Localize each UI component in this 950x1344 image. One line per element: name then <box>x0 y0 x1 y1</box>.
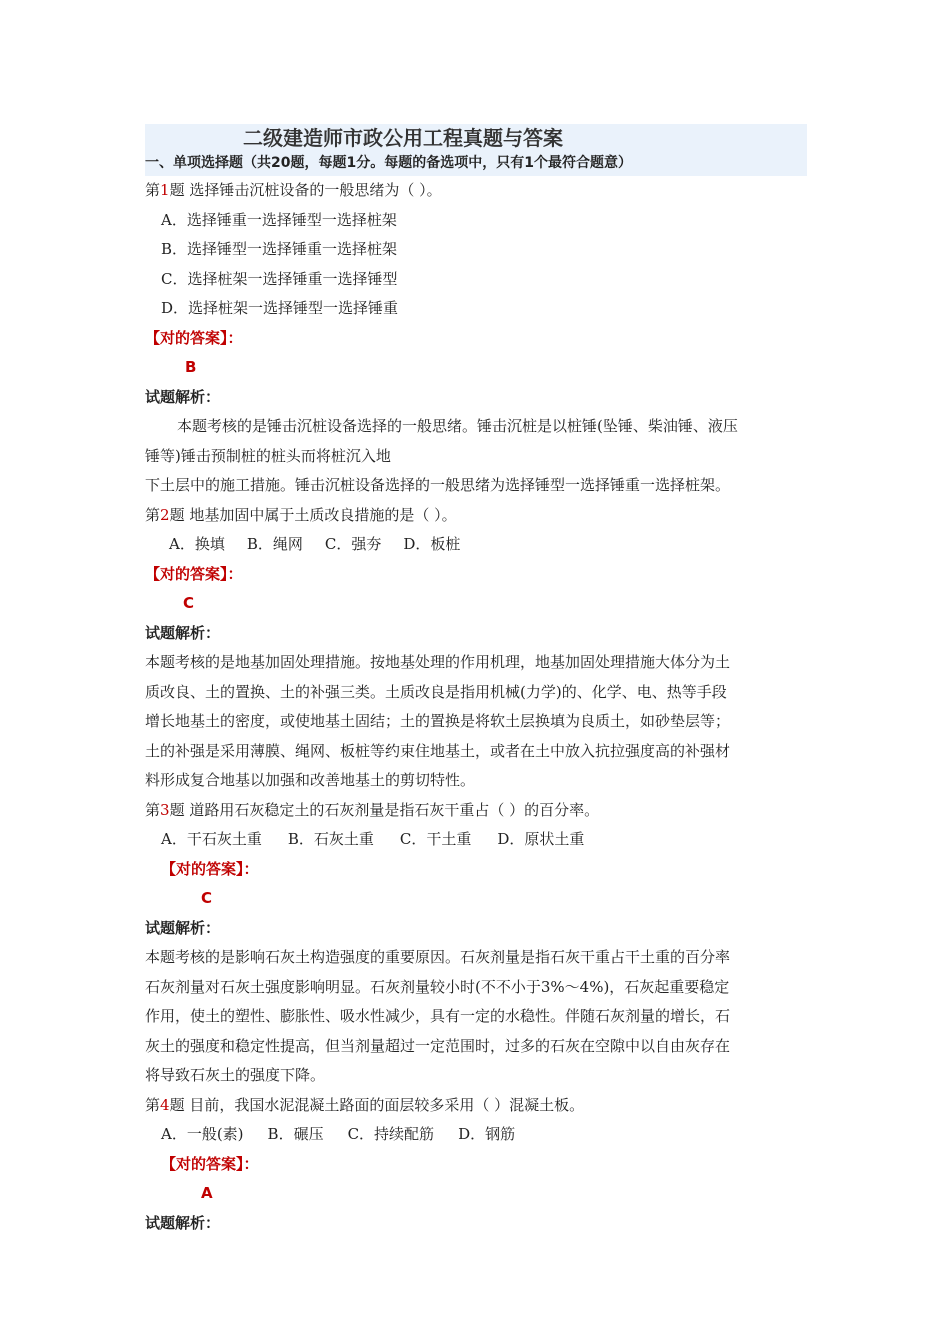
answer-value: C <box>183 594 195 612</box>
options-row <box>145 530 807 560</box>
analysis-line: 土的补强是采用薄膜、绳网、板桩等约束住地基土，或者在土中放入抗拉强度高的补强材 <box>145 741 731 760</box>
question-number: 2 <box>160 505 170 524</box>
question-text: 题 道路用石灰稳定土的石灰剂量是指石灰干重占（ ）的百分率。 <box>169 800 600 819</box>
question-number: 4 <box>160 1095 170 1114</box>
options-row <box>145 1120 807 1150</box>
question-number: 1 <box>160 181 170 199</box>
option-b: B．选择锤型一选择锤重一选择桩架 <box>161 240 398 258</box>
analysis-line: 下土层中的施工措施。锤击沉桩设备选择的一般思绪为选择锤型一选择锤重一选择桩架。 <box>145 476 731 494</box>
analysis-text <box>145 943 807 1091</box>
question-prefix: 第 <box>145 800 161 819</box>
analysis-label: 试题解析： <box>145 387 221 406</box>
header-band <box>145 124 807 176</box>
option-b: B．碾压 <box>267 1125 324 1143</box>
question-prefix: 第 <box>145 181 161 199</box>
option-b: B．石灰土重 <box>287 830 374 848</box>
question-2 <box>145 501 807 531</box>
answer-label: 【对的答案】： <box>145 564 243 583</box>
option-d: D．钢筋 <box>458 1125 516 1143</box>
option-b: B．绳网 <box>246 535 303 553</box>
analysis-line: 将导致石灰土的强度下降。 <box>145 1066 326 1084</box>
question-text: 题 选择锤击沉桩设备的一般思绪为（ ）。 <box>169 181 442 199</box>
answer-label: 【对的答案】： <box>145 328 243 347</box>
section-heading: 一、单项选择题（共20题，每题1分。每题的备选项中，只有1个最符合题意） <box>145 155 632 171</box>
options-row <box>145 825 807 855</box>
analysis-line: 灰土的强度和稳定性提高，但当剂量超过一定范围时，过多的石灰在空隙中以自由灰存在 <box>145 1036 731 1055</box>
option-a: A．一般(素) <box>161 1125 244 1143</box>
analysis-label: 试题解析： <box>145 623 221 642</box>
question-number: 3 <box>160 800 170 819</box>
question-4 <box>145 1091 807 1121</box>
answer-label: 【对的答案】： <box>161 1154 259 1173</box>
analysis-line: 石灰剂量对石灰土强度影响明显。石灰剂量较小时(不不小于3%～4%)，石灰起重要稳定 <box>145 977 730 996</box>
analysis-line: 料形成复合地基以加强和改善地基土的剪切特性。 <box>145 771 476 789</box>
analysis-line: 本题考核的是锤击沉桩设备选择的一般思绪。锤击沉桩是以桩锤(坠锤、柴油锤、液压 <box>177 417 738 435</box>
option-c: C．强夯 <box>324 535 382 553</box>
option-d: D．板桩 <box>403 535 461 553</box>
option-c: C．干土重 <box>399 830 472 848</box>
question-text: 题 目前，我国水泥混凝土路面的面层较多采用（ ）混凝土板。 <box>169 1095 585 1114</box>
analysis-label: 试题解析： <box>145 1213 221 1232</box>
analysis-line: 作用，使土的塑性、膨胀性、吸水性减少，具有一定的水稳性。伴随石灰剂量的增长，石 <box>145 1007 731 1025</box>
answer-value: C <box>201 889 213 907</box>
option-d: D．选择桩架一选择锤型一选择锤重 <box>161 299 399 317</box>
page-title: 二级建造师市政公用工程真题与答案 <box>243 126 563 150</box>
question-prefix: 第 <box>145 1095 161 1114</box>
answer-value: A <box>201 1184 213 1202</box>
option-d: D．原状土重 <box>497 830 585 848</box>
option-c: C．选择桩架一选择锤重一选择锤型 <box>161 269 398 288</box>
answer-value: B <box>185 358 197 376</box>
option-a: A．干石灰土重 <box>161 830 262 848</box>
question-text: 题 地基加固中属于土质改良措施的是（ ）。 <box>169 505 457 524</box>
option-a: A．选择锤重一选择锤型一选择桩架 <box>161 210 397 229</box>
answer-label: 【对的答案】： <box>161 859 259 878</box>
option-a: A．换填 <box>169 535 225 553</box>
document-page <box>145 124 807 1238</box>
analysis-line: 本题考核的是影响石灰土构造强度的重要原因。石灰剂量是指石灰干重占干土重的百分率 <box>145 948 731 966</box>
analysis-text <box>145 412 807 501</box>
analysis-line: 本题考核的是地基加固处理措施。按地基处理的作用机理，地基加固处理措施大体分为土 <box>145 653 731 671</box>
option-c: C．持续配筋 <box>347 1125 435 1143</box>
analysis-line: 锤等)锤击预制桩的桩头而将桩沉入地 <box>145 446 391 465</box>
question-prefix: 第 <box>145 505 161 524</box>
analysis-line: 增长地基土的密度，或使地基土固结；土的置换是将软土层换填为良质土，如砂垫层等； <box>145 712 731 730</box>
analysis-text <box>145 648 807 796</box>
question-3 <box>145 796 807 826</box>
analysis-line: 质改良、土的置换、土的补强三类。土质改良是指用机械(力学)的、化学、电、热等手段 <box>145 682 727 701</box>
analysis-label: 试题解析： <box>145 918 221 937</box>
question-1 <box>145 176 807 206</box>
